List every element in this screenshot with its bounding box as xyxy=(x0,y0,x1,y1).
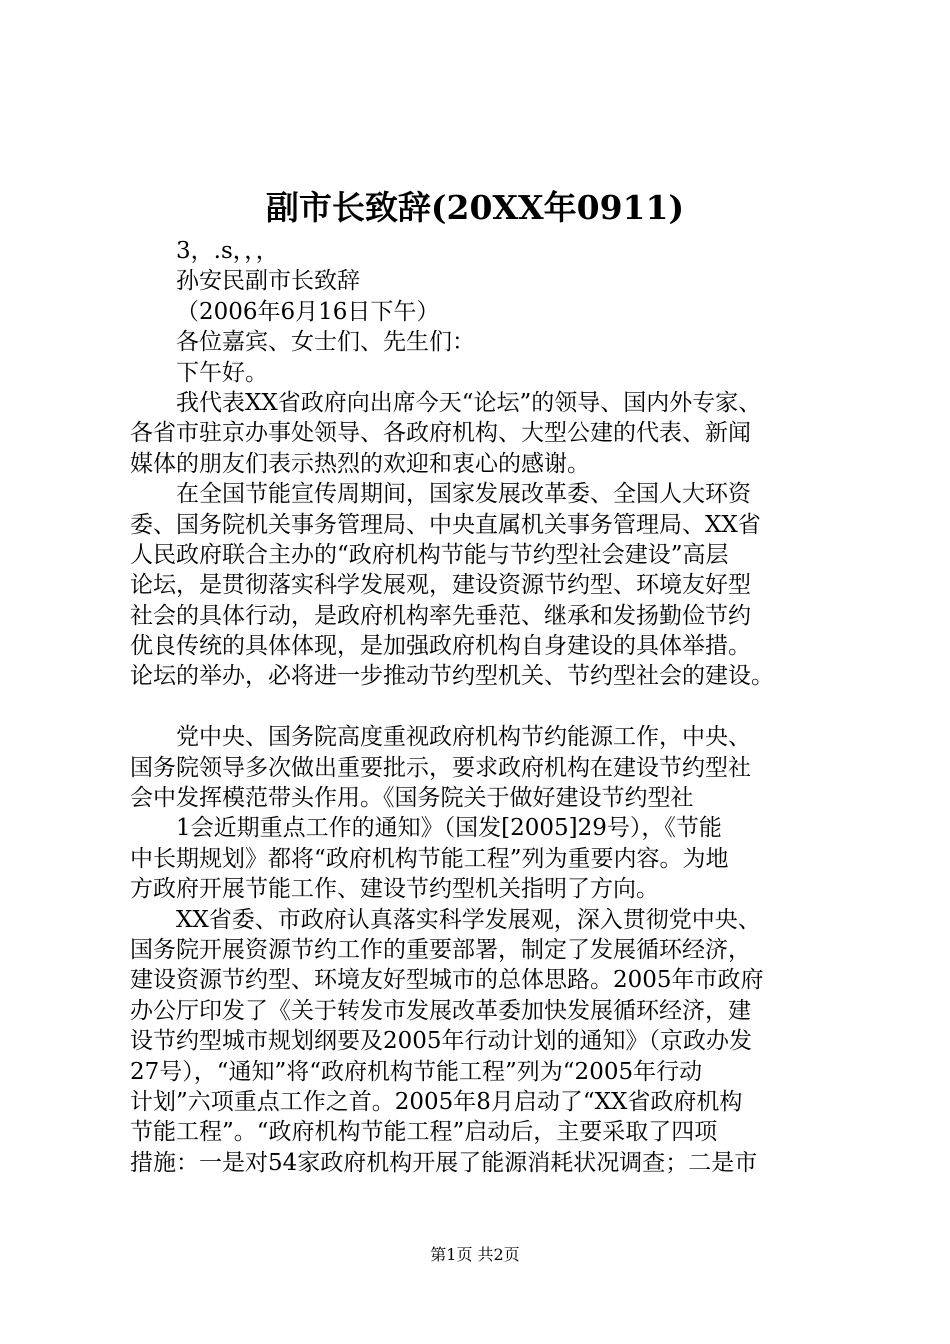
body-line: 各省市驻京办事处领导、各政府机构、大型公建的代表、新闻 xyxy=(130,420,751,447)
body-line: 措施：一是对54家政府机构开展了能源消耗状况调查；二是市 xyxy=(130,1149,758,1176)
body-line: 国务院开展资源节约工作的重要部署，制定了发展循环经济， xyxy=(130,936,751,963)
body-line: 设节约型城市规划纲要及2005年行动计划的通知》（京政办发 xyxy=(130,1028,753,1055)
body-line: 论坛的举办，必将进一步推动节约型机关、节约型社会的建设。 xyxy=(130,663,774,690)
body-line: 建设资源节约型、环境友好型城市的总体思路。2005年市政府 xyxy=(130,967,764,994)
body-line: 计划”六项重点工作之首。2005年8月启动了“XX省政府机构 xyxy=(130,1088,743,1115)
body-line: 办公厅印发了《关于转发市发展改革委加快发展循环经济，建 xyxy=(130,997,751,1024)
body-line: 各位嘉宾、女士们、先生们： xyxy=(176,329,475,356)
body-line: 党中央、国务院高度重视政府机构节约能源工作，中央、 xyxy=(176,724,751,751)
body-line: 在全国节能宣传周期间，国家发展改革委、全国人大环资 xyxy=(176,481,751,508)
body-line: 27号），“通知”将“政府机构节能工程”列为“2005年行动 xyxy=(130,1058,703,1085)
body-line: 下午好。 xyxy=(176,359,268,386)
body-line: 节能工程”。“政府机构节能工程”启动后，主要采取了四项 xyxy=(130,1119,718,1146)
body-line: 3，.s，，， xyxy=(176,238,279,264)
body-line: 媒体的朋友们表示热烈的欢迎和衷心的感谢。 xyxy=(130,450,590,477)
paragraph-spacer xyxy=(130,692,850,722)
body-line: 我代表XX省政府向出席今天“论坛”的领导、国内外专家、 xyxy=(176,389,762,416)
page-footer: 第1页 共2页 xyxy=(430,1245,520,1264)
body-line: 社会的具体行动，是政府机构率先垂范、继承和发扬勤俭节约 xyxy=(130,602,751,629)
body-line: 人民政府联合主办的“政府机构节能与节约型社会建设”高层 xyxy=(130,541,729,568)
document-body xyxy=(130,236,850,1178)
body-line: 孙安民副市长致辞 xyxy=(176,268,360,295)
body-line: XX省委、市政府认真落实科学发展观，深入贯彻党中央、 xyxy=(176,906,761,933)
body-line: 委、国务院机关事务管理局、中央直属机关事务管理局、XX省 xyxy=(130,511,761,538)
body-line: 优良传统的具体体现，是加强政府机构自身建设的具体举措。 xyxy=(130,633,751,660)
body-line: （2006年6月16日下午） xyxy=(176,298,440,325)
body-line: 国务院领导多次做出重要批示，要求政府机构在建设节约型社 xyxy=(130,754,751,781)
body-line: 方政府开展节能工作、建设节约型机关指明了方向。 xyxy=(130,876,659,903)
body-line: 中长期规划》都将“政府机构节能工程”列为重要内容。为地 xyxy=(130,845,729,872)
body-line: 1会近期重点工作的通知》（国发[2005]29号），《节能 xyxy=(176,815,722,842)
document-title: 副市长致辞(20XX年0911) xyxy=(265,188,685,227)
body-line: 论坛，是贯彻落实科学发展观，建设资源节约型、环境友好型 xyxy=(130,572,751,599)
body-line: 会中发挥模范带头作用。《国务院关于做好建设节约型社 xyxy=(130,785,694,812)
